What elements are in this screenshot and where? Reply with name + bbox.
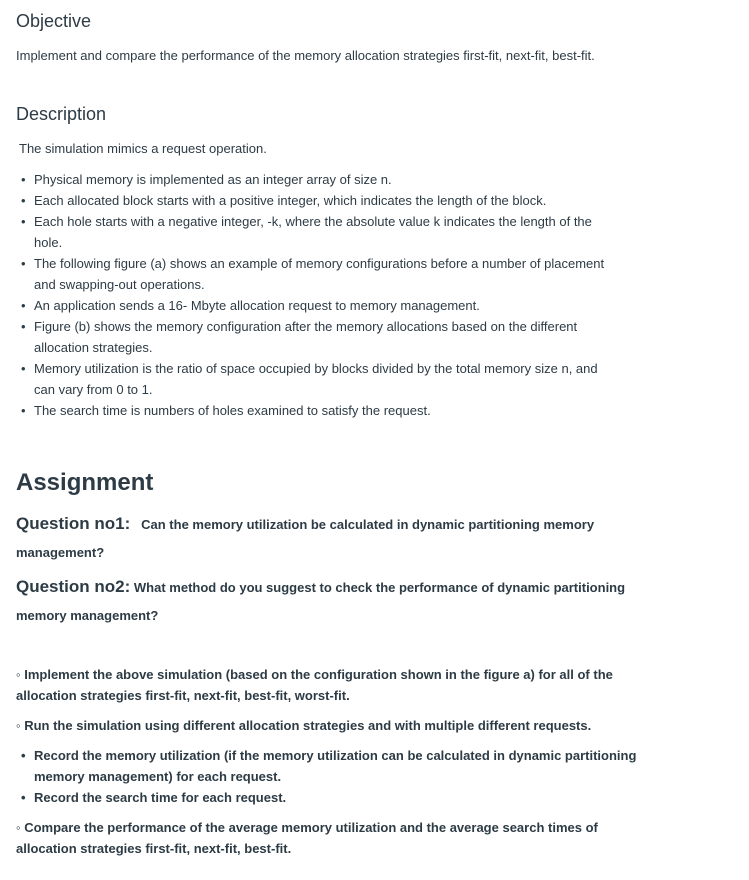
question-2-label: Question no2:	[16, 577, 131, 596]
list-item: Each hole starts with a negative integer, -k, where the absolute value k indicates the length of the	[34, 214, 592, 229]
question-1-text: Can the memory utilization be calculated in dynamic partitioning memory	[141, 517, 595, 532]
task-compare: ◦ Compare the performance of the average memory utilization and the average search times of	[16, 820, 598, 835]
bullet-marker: •	[21, 214, 26, 229]
bullet-marker: •	[21, 361, 26, 376]
list-item-continuation: and swapping-out operations.	[34, 277, 205, 292]
list-item-continuation: can vary from 0 to 1.	[34, 382, 153, 397]
bullet-marker: •	[21, 790, 26, 805]
subtask-record-search-time: Record the search time for each request.	[34, 790, 287, 805]
task-implement-continuation: allocation strategies first-fit, next-fit, best-fit, worst-fit.	[16, 688, 350, 703]
list-item: The following figure (a) shows an example of memory configurations before a number of placement	[34, 256, 605, 271]
list-item: Each allocated block starts with a positive integer, which indicates the length of the block.	[34, 193, 547, 208]
subtask-record-utilization: Record the memory utilization (if the memory utilization can be calculated in dynamic partitioning	[34, 748, 637, 763]
question-2-text: What method do you suggest to check the performance of dynamic partitioning	[133, 580, 626, 595]
description-intro: The simulation mimics a request operation.	[19, 141, 267, 156]
bullet-marker: •	[21, 193, 26, 208]
bullet-marker: •	[21, 172, 26, 187]
bullet-marker: •	[21, 403, 26, 418]
bullet-marker: •	[21, 298, 26, 313]
list-item: An application sends a 16- Mbyte allocation request to memory management.	[34, 298, 480, 313]
question-2	[16, 576, 625, 598]
objective-heading: Objective	[16, 11, 92, 31]
question-1-continuation: management?	[16, 545, 105, 560]
subtask-record-utilization-continuation: memory management) for each request.	[34, 769, 282, 784]
list-item: Memory utilization is the ratio of space occupied by blocks divided by the total memory size n, and	[34, 361, 598, 376]
list-item: Physical memory is implemented as an integer array of size n.	[34, 172, 392, 187]
list-item-continuation: hole.	[34, 235, 63, 250]
question-1	[16, 513, 594, 535]
list-item: Figure (b) shows the memory configuration after the memory allocations based on the different	[34, 319, 578, 334]
bullet-marker: •	[21, 256, 26, 271]
description-heading: Description	[16, 104, 107, 124]
task-run: ◦ Run the simulation using different allocation strategies and with multiple different requests.	[16, 718, 592, 733]
objective-text: Implement and compare the performance of the memory allocation strategies first-fit, next-fit, best-fit.	[16, 48, 595, 63]
list-item-continuation: allocation strategies.	[34, 340, 153, 355]
list-item: The search time is numbers of holes examined to satisfy the request.	[34, 403, 431, 418]
question-2-continuation: memory management?	[16, 608, 159, 623]
bullet-marker: •	[21, 748, 26, 763]
task-compare-continuation: allocation strategies first-fit, next-fit, best-fit.	[16, 841, 292, 856]
bullet-marker: •	[21, 319, 26, 334]
question-1-label: Question no1:	[16, 514, 131, 533]
assignment-heading: Assignment	[16, 469, 154, 496]
task-implement: ◦ Implement the above simulation (based on the configuration shown in the figure a) for all of the	[16, 667, 613, 682]
